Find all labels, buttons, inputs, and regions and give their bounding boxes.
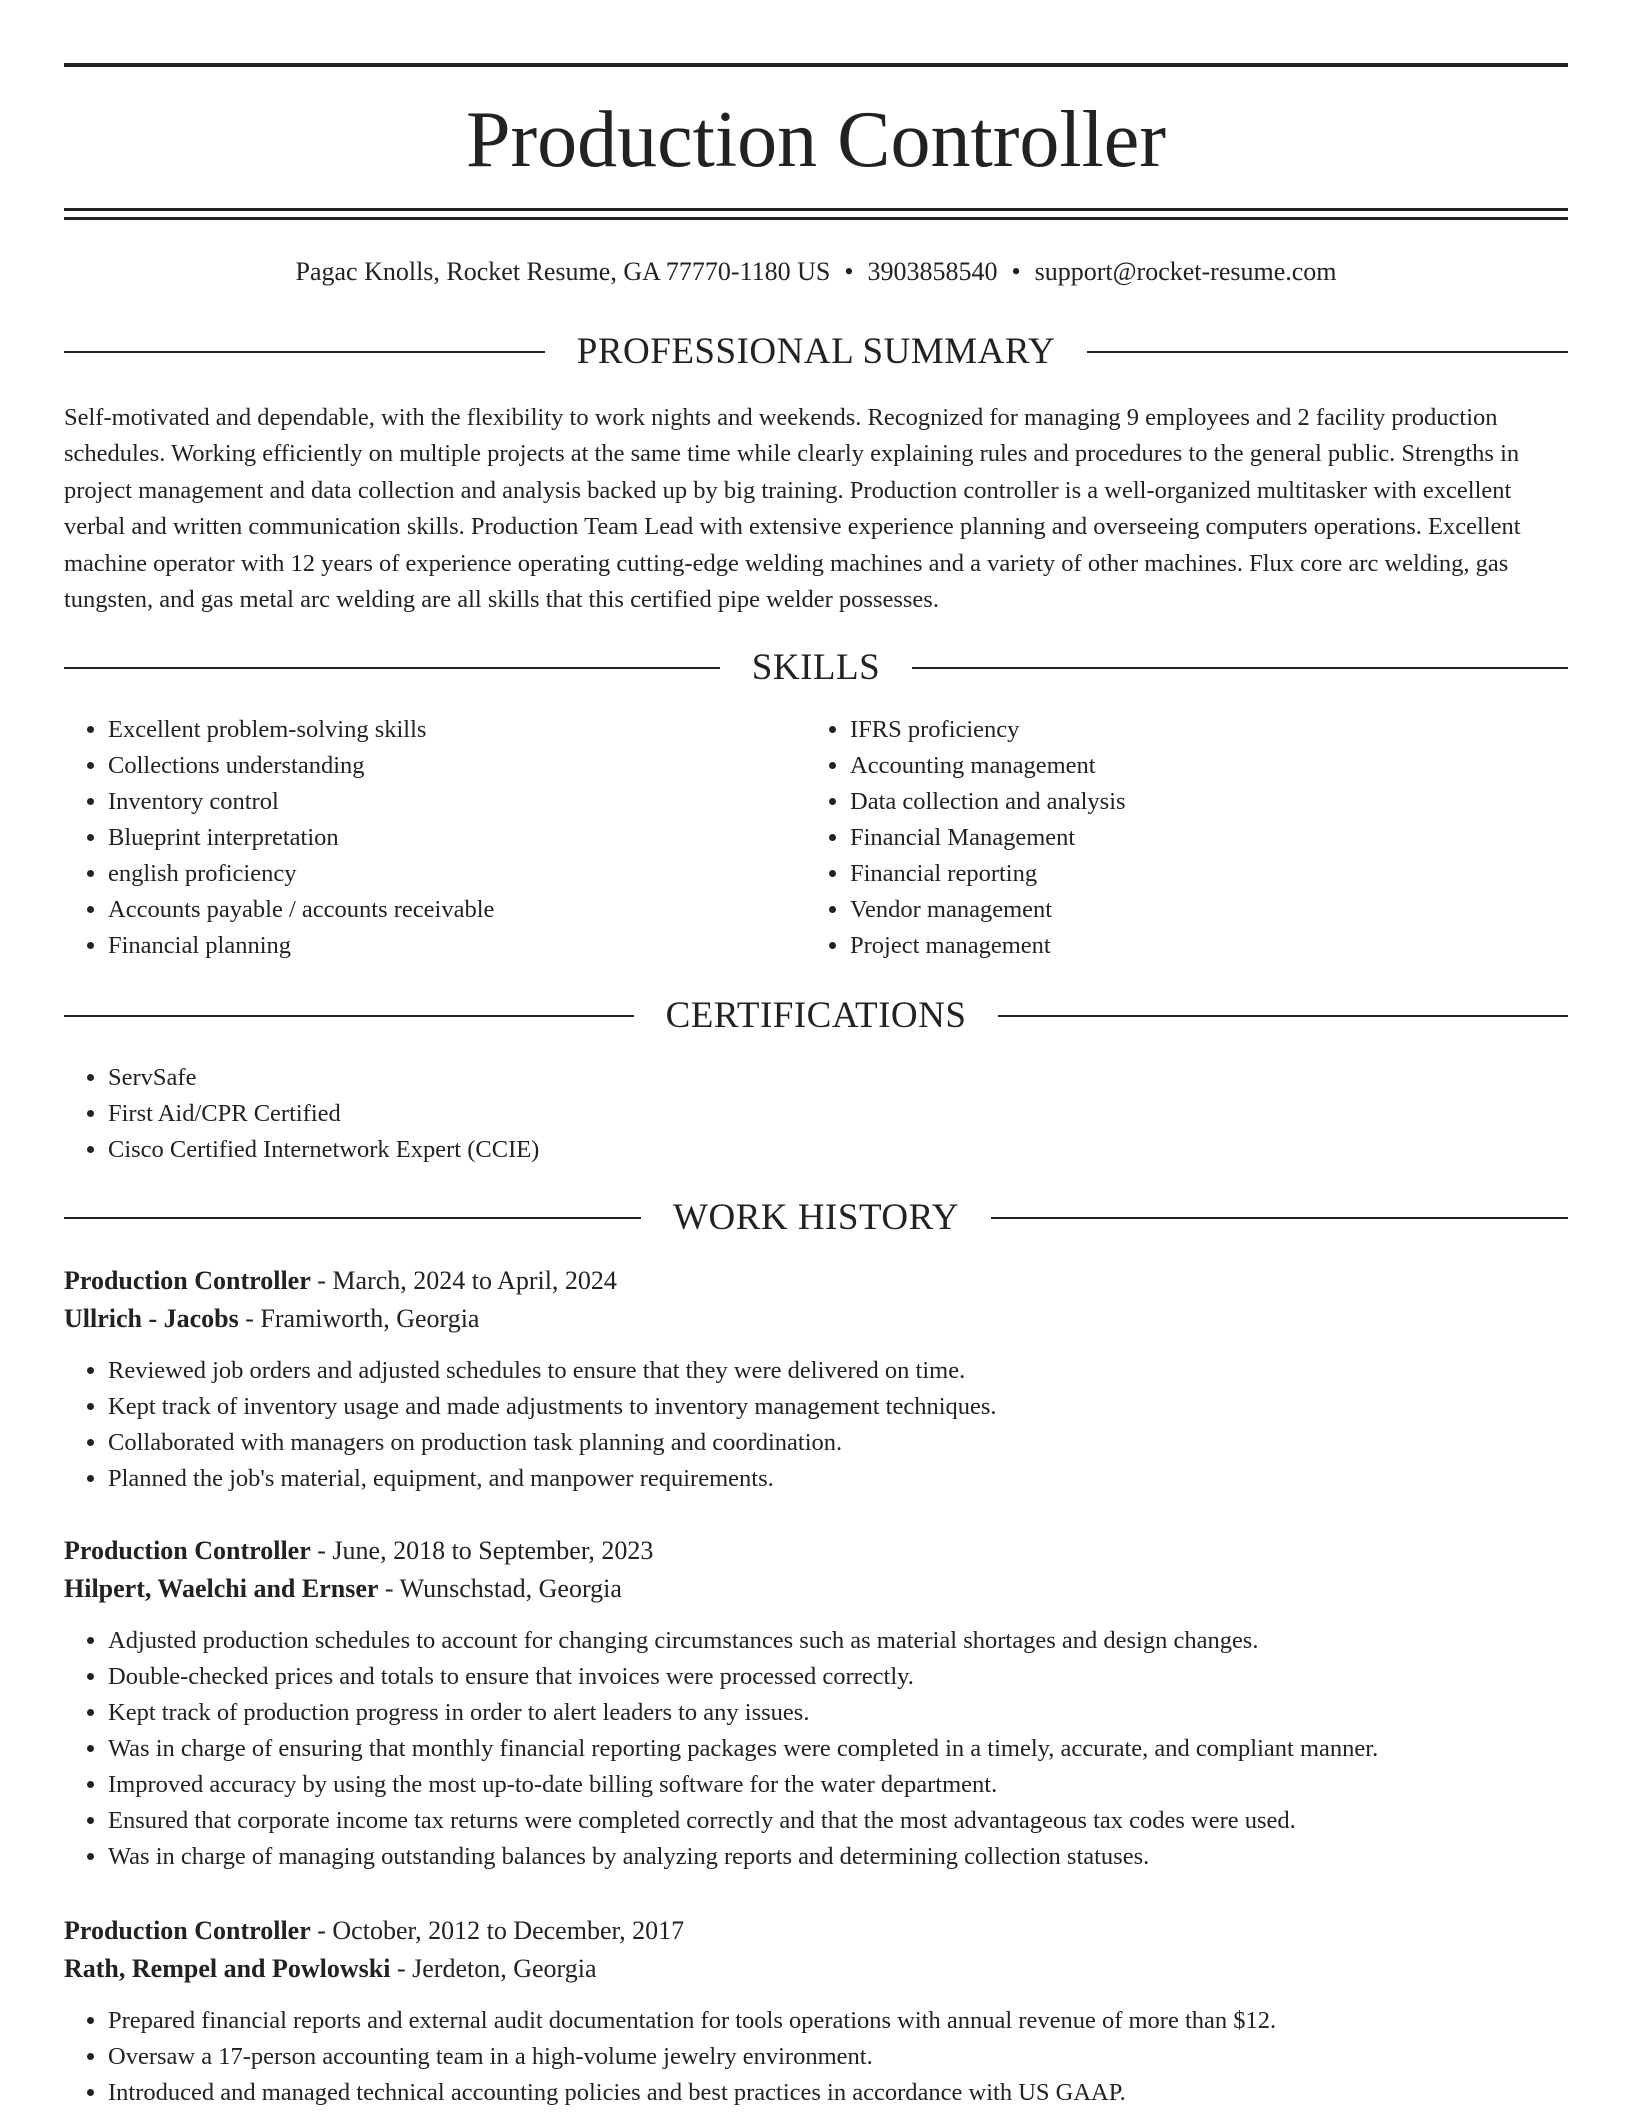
job-title-line <box>64 1532 1568 1570</box>
job-title-line <box>64 1912 1568 1950</box>
section-title: PROFESSIONAL SUMMARY <box>576 331 1056 372</box>
job-bullet: • Improved accuracy by using the most up-to-date billing software for the water department. <box>108 1767 1568 1803</box>
contact-separator: • <box>844 257 854 286</box>
skill-item: • IFRS proficiency <box>850 712 1506 748</box>
job-dates: - October, 2012 to December, 2017 <box>310 1916 685 1945</box>
job-role: Production Controller <box>64 1536 311 1565</box>
job-bullet-list <box>64 2003 1568 2111</box>
skill-item-list <box>806 712 1506 964</box>
section-rule <box>64 351 545 353</box>
section-rule <box>912 667 1568 669</box>
job-dates: - March, 2024 to April, 2024 <box>310 1266 617 1295</box>
job-bullet-list <box>64 1623 1568 1875</box>
job-entry <box>64 1912 1568 2111</box>
job-location: - Jerdeton, Georgia <box>390 1954 597 1983</box>
skill-item: • Accounting management <box>850 748 1506 784</box>
header-top-rule <box>64 63 1568 67</box>
job-bullet: • Reviewed job orders and adjusted schedules to ensure that they were delivered on time. <box>108 1353 1568 1389</box>
certifications-list <box>64 1060 1064 1168</box>
section-rule <box>64 667 720 669</box>
skill-item: • Accounts payable / accounts receivable <box>108 892 764 928</box>
skills-column-right <box>806 712 1506 964</box>
job-location: - Framiworth, Georgia <box>238 1304 480 1333</box>
skill-item: • Financial planning <box>108 928 764 964</box>
job-company: Hilpert, Waelchi and Ernser <box>64 1574 379 1603</box>
job-company-line <box>64 1570 1568 1608</box>
page-title: Production Controller <box>466 96 1166 184</box>
job-company-line <box>64 1950 1568 1988</box>
job-bullet: • Oversaw a 17-person accounting team in a high-volume jewelry environment. <box>108 2039 1568 2075</box>
section-title: SKILLS <box>751 647 881 688</box>
job-bullet: • Kept track of production progress in order to alert leaders to any issues. <box>108 1695 1568 1731</box>
job-bullet: • Planned the job's material, equipment, and manpower requirements. <box>108 1461 1568 1497</box>
job-bullet: • Was in charge of ensuring that monthly financial reporting packages were completed in a timely, accurate, and compliant manner. <box>108 1731 1568 1767</box>
section-header-skills <box>64 646 1568 690</box>
contact-email: support@rocket-resume.com <box>1034 257 1337 286</box>
skill-item: • Inventory control <box>108 784 764 820</box>
certification-item-list <box>64 1060 1064 1168</box>
contact-separator: • <box>1011 257 1021 286</box>
job-bullet: • Ensured that corporate income tax returns were completed correctly and that the most advantageous tax codes were used. <box>108 1803 1568 1839</box>
section-title: CERTIFICATIONS <box>665 995 967 1036</box>
skill-item-list <box>64 712 764 964</box>
section-rule <box>991 1217 1568 1219</box>
skill-item: • Project management <box>850 928 1506 964</box>
job-bullet: • Collaborated with managers on production task planning and coordination. <box>108 1425 1568 1461</box>
section-header-summary <box>64 330 1568 374</box>
job-bullet-list <box>64 1353 1568 1497</box>
job-company: Rath, Rempel and Powlowski <box>64 1954 391 1983</box>
section-rule <box>998 1015 1568 1017</box>
header-double-rule <box>64 208 1568 220</box>
job-bullet: • Prepared financial reports and external audit documentation for tools operations with annual revenue of more than $12. <box>108 2003 1568 2039</box>
section-rule <box>1087 351 1568 353</box>
job-entry <box>64 1262 1568 1497</box>
job-bullet: • Was in charge of managing outstanding balances by analyzing reports and determining collection statuses. <box>108 1839 1568 1875</box>
skill-item: • Collections understanding <box>108 748 764 784</box>
section-header-certifications <box>64 994 1568 1038</box>
job-bullet: • Introduced and managed technical accounting policies and best practices in accordance with US GAAP. <box>108 2075 1568 2111</box>
job-company-line <box>64 1300 1568 1338</box>
job-dates: - June, 2018 to September, 2023 <box>310 1536 654 1565</box>
section-rule <box>64 1217 641 1219</box>
job-bullet: • Kept track of inventory usage and made adjustments to inventory management techniques. <box>108 1389 1568 1425</box>
certification-item: • First Aid/CPR Certified <box>108 1096 1064 1132</box>
summary-text: Self-motivated and dependable, with the flexibility to work nights and weekends. Recognized for managing 9 employees and 2 facility production schedules. Working efficiently on multiple projects at the same time while clearly explaining rules and procedures to the general public. Strengths in project management and data collection and analysis backed up by big training. Production controller is a well-organized multitasker with excellent verbal and written communication skills. Production Team Lead with extensive experience planning and overseeing computers operations. Excellent machine operator with 12 years of experience operating cutting-edge welding machines and a variety of other machines. Flux core arc welding, gas tungsten, and gas metal arc welding are all skills that this certified pipe welder possesses. <box>64 404 1521 614</box>
certification-item: • Cisco Certified Internetwork Expert (CCIE) <box>108 1132 1064 1168</box>
skill-item: • Excellent problem-solving skills <box>108 712 764 748</box>
skill-item: • Financial Management <box>850 820 1506 856</box>
section-rule <box>64 1015 634 1017</box>
contact-phone: 3903858540 <box>867 257 998 286</box>
job-role: Production Controller <box>64 1916 311 1945</box>
contact-line <box>64 254 1568 290</box>
skill-item: • Vendor management <box>850 892 1506 928</box>
job-bullet: • Adjusted production schedules to account for changing circumstances such as material shortages and design changes. <box>108 1623 1568 1659</box>
job-role: Production Controller <box>64 1266 311 1295</box>
section-header-work-history <box>64 1196 1568 1240</box>
job-entry <box>64 1532 1568 1875</box>
skill-item: • Financial reporting <box>850 856 1506 892</box>
job-title-line <box>64 1262 1568 1300</box>
job-bullet: • Double-checked prices and totals to ensure that invoices were processed correctly. <box>108 1659 1568 1695</box>
job-location: - Wunschstad, Georgia <box>378 1574 622 1603</box>
skills-column-left <box>64 712 764 964</box>
job-company: Ullrich - Jacobs <box>64 1304 239 1333</box>
skill-item: • Data collection and analysis <box>850 784 1506 820</box>
certification-item: • ServSafe <box>108 1060 1064 1096</box>
skill-item: • Blueprint interpretation <box>108 820 764 856</box>
section-title: WORK HISTORY <box>673 1197 959 1238</box>
skill-item: • english proficiency <box>108 856 764 892</box>
contact-address: Pagac Knolls, Rocket Resume, GA 77770-1180 US <box>295 257 831 286</box>
